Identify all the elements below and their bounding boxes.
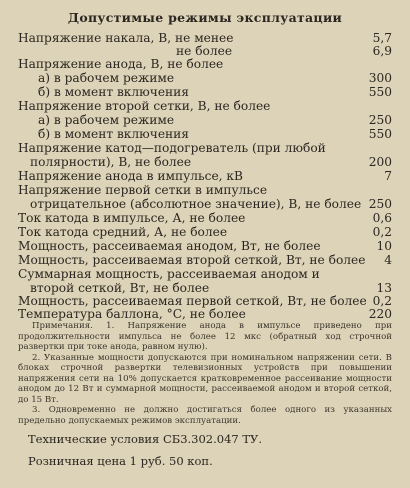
spec-label: а) в рабочем режиме [38, 71, 175, 85]
spec-row [18, 254, 392, 267]
note-paragraph: Примечания. 1. Напряжение анода в импульсе приведено при продолжительности импульса не более 12 мкс (обратный ход строчной развертки при токе анода, равном нулю). [18, 321, 392, 352]
spec-row [18, 58, 392, 71]
spec-label: Мощность, рассеиваемая первой сеткой, Вт, не более [18, 294, 367, 308]
spec-label: не более [176, 44, 233, 58]
spec-label: отрицательное (абсолютное значение), В, не более [30, 197, 362, 211]
spec-row [18, 212, 392, 225]
spec-label: Напряжение второй сетки, В, не более [18, 99, 271, 113]
note-paragraph: 3. Одновременно не должно достигаться более одного из указанных предельно допускаемых режимов эксплуатации. [18, 405, 392, 426]
notes-section [18, 321, 392, 426]
spec-label: Ток катода средний, А, не более [18, 225, 228, 239]
spec-value: 5,7 [372, 31, 392, 45]
spec-label: Напряжение катод—подогреватель (при любой [18, 141, 326, 155]
page-title: Допустимые режимы эксплуатации [67, 10, 343, 25]
retail-price: Розничная цена 1 руб. 50 коп. [28, 454, 213, 468]
spec-value: 200 [368, 155, 392, 169]
spec-value: 0,2 [372, 225, 392, 239]
spec-label: Напряжение накала, В, не менее [18, 31, 234, 45]
spec-value: 0,6 [372, 211, 392, 225]
spec-value: 550 [368, 127, 392, 141]
spec-label: Напряжение первой сетки в импульсе [18, 183, 268, 197]
spec-label: полярности), В, не более [30, 155, 192, 169]
spec-label: Суммарная мощность, рассеиваемая анодом и [18, 267, 320, 281]
spec-value: 300 [368, 71, 392, 85]
spec-row [18, 170, 392, 183]
spec-label: б) в момент включения [38, 127, 189, 141]
spec-value: 10 [376, 239, 392, 253]
spec-value: 6,9 [372, 44, 392, 58]
spec-label: второй сеткой, Вт, не более [30, 281, 210, 295]
spec-label: Напряжение анода в импульсе, кВ [18, 169, 244, 183]
spec-row [18, 240, 392, 253]
spec-value: 7 [384, 169, 392, 183]
spec-row [18, 72, 392, 85]
spec-label: б) в момент включения [38, 85, 189, 99]
spec-value: 250 [368, 113, 392, 127]
spec-value: 220 [368, 307, 392, 321]
spec-row [18, 100, 392, 113]
spec-label: Мощность, рассеиваемая второй сеткой, Вт, не более [18, 253, 366, 267]
spec-row [18, 156, 392, 169]
spec-row [18, 128, 392, 141]
spec-value: 13 [376, 281, 392, 295]
spec-row [18, 308, 392, 321]
spec-label: Ток катода в импульсе, А, не более [18, 211, 246, 225]
spec-row [18, 142, 392, 155]
spec-label: Температура баллона, °С, не более [18, 307, 246, 321]
spec-value: 0,2 [372, 294, 392, 308]
spec-value: 550 [368, 85, 392, 99]
spec-row [18, 268, 392, 281]
spec-row [18, 114, 392, 127]
spec-label: Мощность, рассеиваемая анодом, Вт, не более [18, 239, 321, 253]
spec-value: 250 [368, 197, 392, 211]
spec-label: Напряжение анода, В, не более [18, 57, 224, 71]
spec-label: а) в рабочем режиме [38, 113, 175, 127]
spec-row [18, 86, 392, 99]
spec-value: 4 [384, 253, 392, 267]
spec-row [18, 226, 392, 239]
tech-conditions: Технические условия СБ3.302.047 ТУ. [28, 432, 263, 446]
spec-row [18, 198, 392, 211]
note-paragraph: 2. Указанные мощности допускаются при номинальном напряжении сети. В блоках строчной развертки телевизионных устройств при повышении напряжения сети на 10% допускается кратковременное рассеивание мощности анодом до 12 Вт и суммарной мощности, рассеиваемой анодом и второй сеткой, до 15 Вт. [18, 352, 392, 405]
spec-row [18, 184, 392, 197]
